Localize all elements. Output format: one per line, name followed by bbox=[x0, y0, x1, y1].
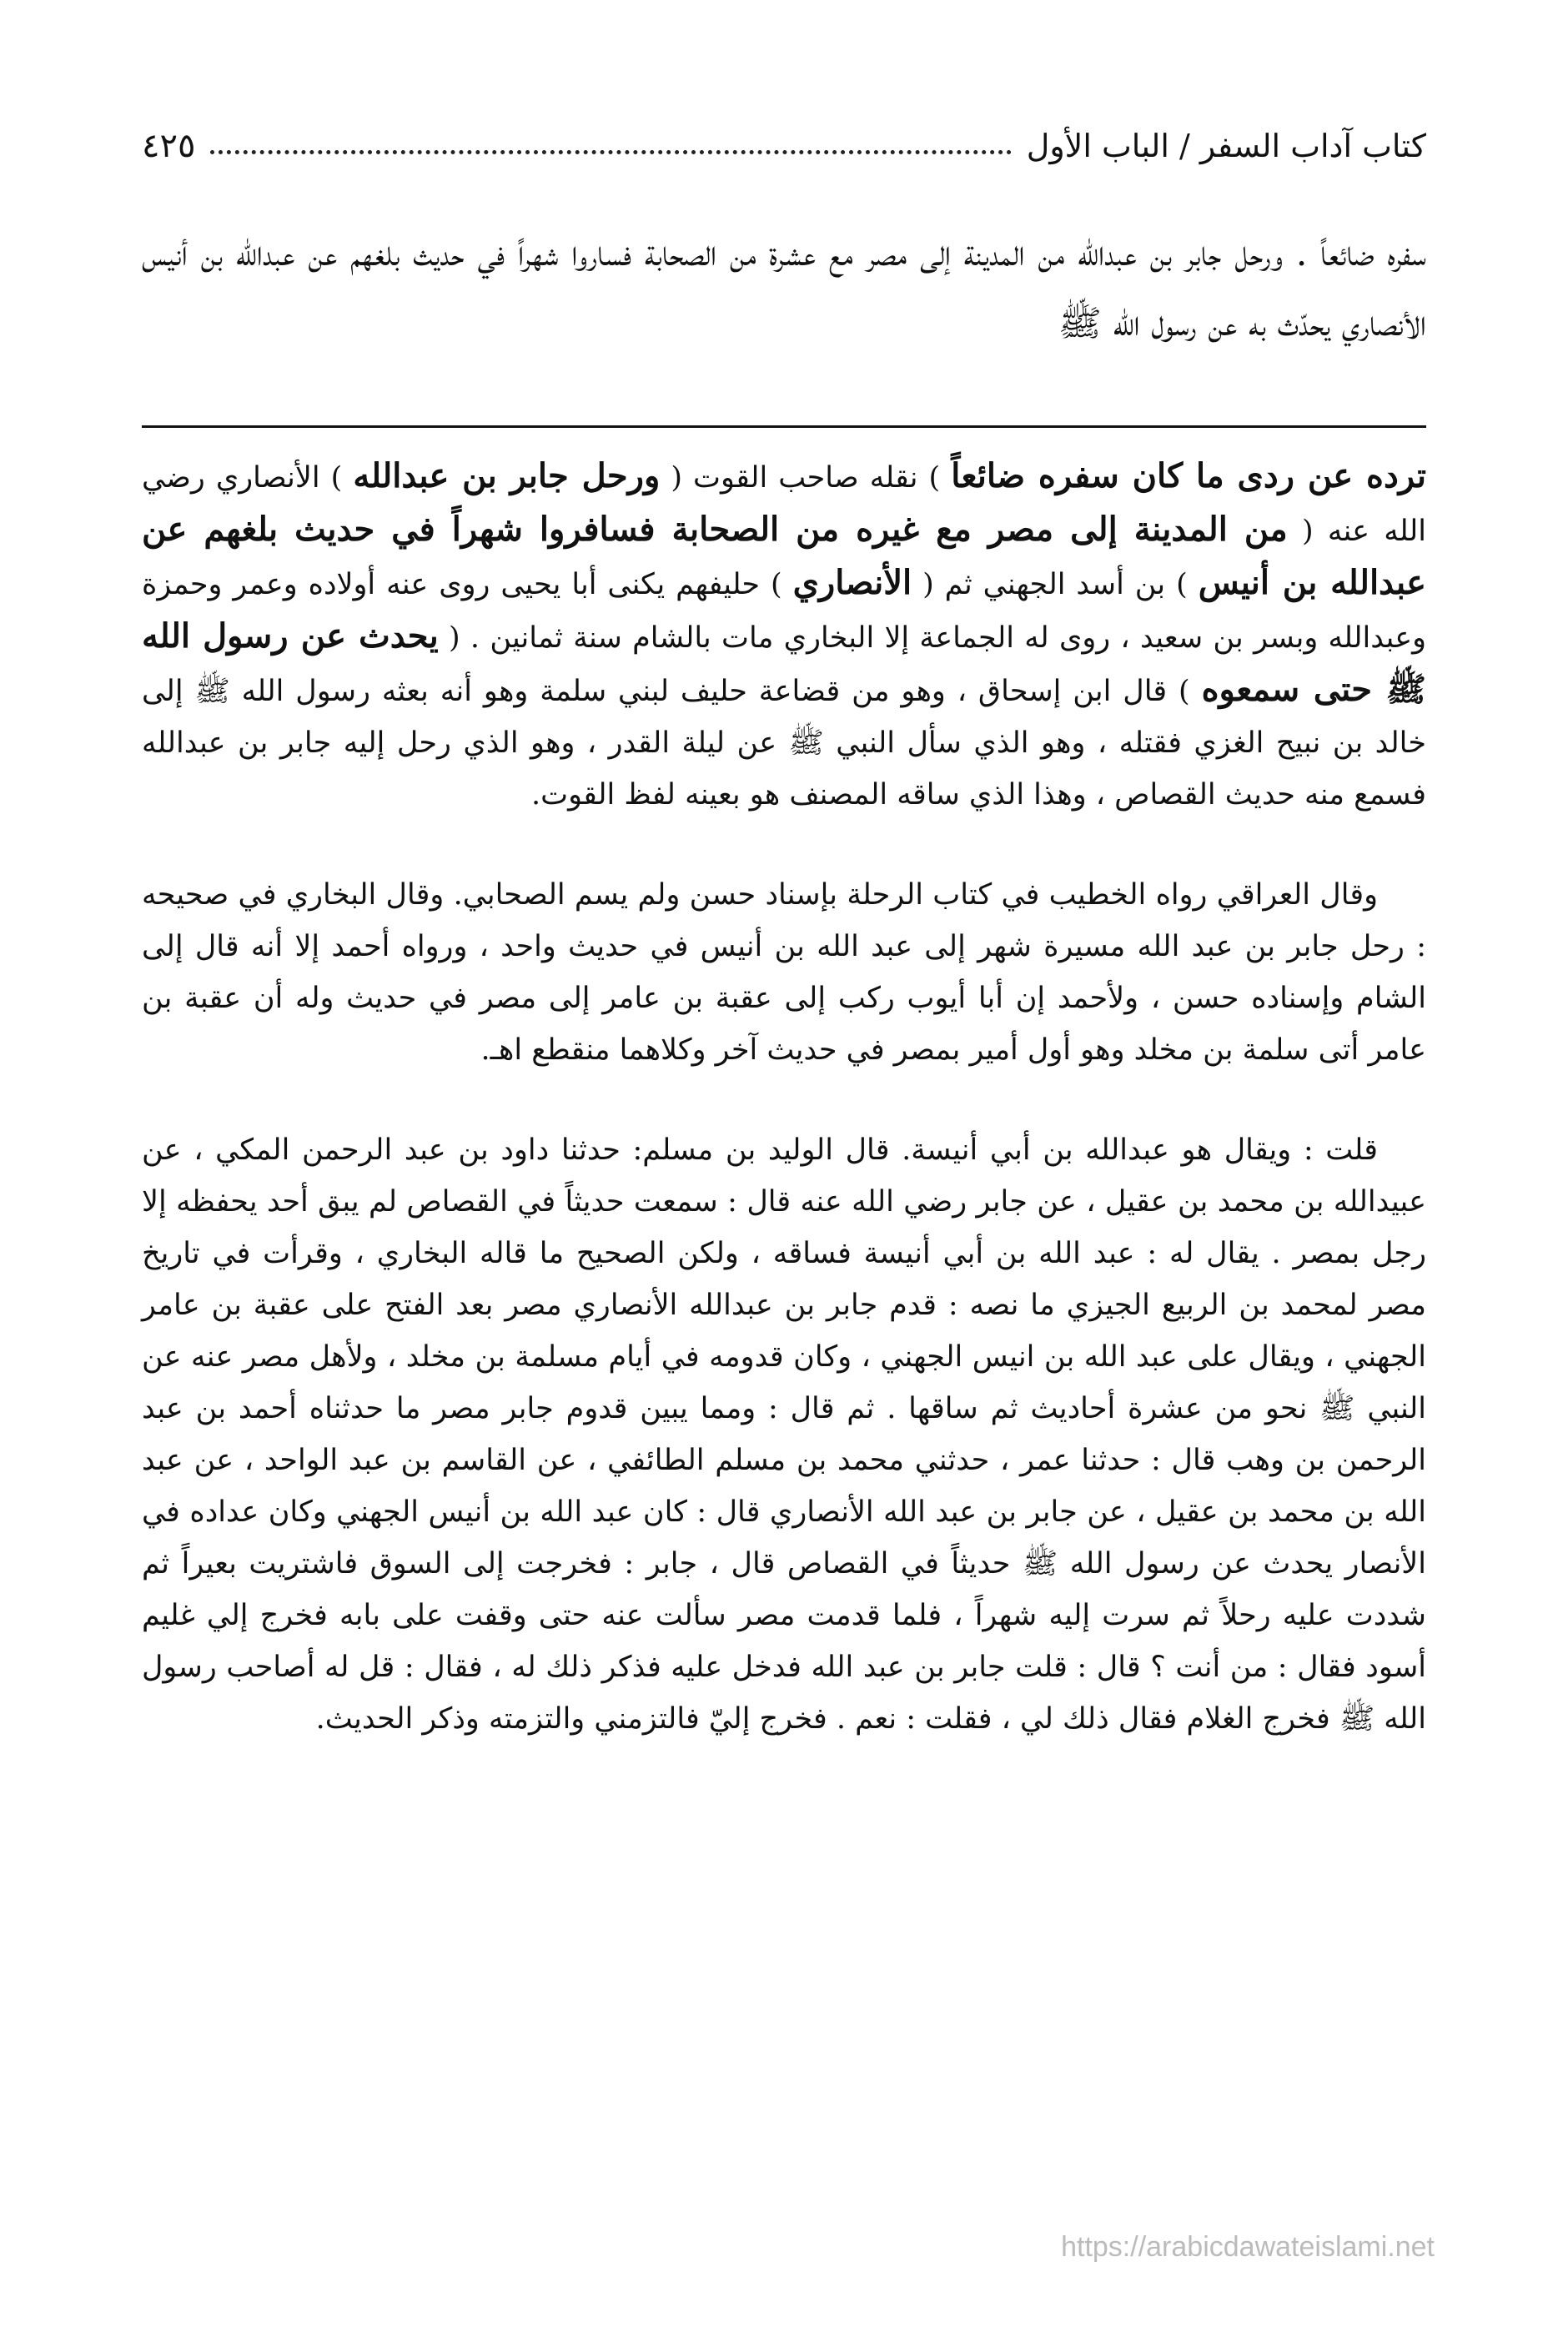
quoted-text-segment: من المدينة إلى مصر مع غيره من الصحابة فسافروا شهراً في حديث بلغهم عن عبدالله بن أنيس bbox=[142, 510, 1426, 602]
commentary-paragraph-1 bbox=[142, 450, 1426, 821]
commentary-paragraph-3: قلت : ويقال هو عبدالله بن أبي أنيسة. قال الوليد بن مسلم: حدثنا داود بن عبد الرحمن المكي ، عن عبيدالله بن محمد بن عقيل ، عن جابر رضي الله عنه قال : سمعت حديثاً في القصاص لم يبق أحد يحفظه إلا رجل بمصر . يقال له : عبد الله بن أبي أنيسة فساقه ، ولكن الصحيح ما قاله البخاري ، وقرأت في تاريخ مصر لمحمد بن الربيع الجيزي ما نصه : قدم جابر بن عبدالله الأنصاري مصر بعد الفتح على عقبة بن عامر الجهني ، ويقال على عبد الله بن انيس الجهني ، وكان قدومه في أيام مسلمة بن مخلد ، ولأهل مصر عنه عن النبي ﷺ نحو من عشرة أحاديث ثم ساقها . ثم قال : ومما يبين قدوم جابر مصر ما حدثناه أحمد بن عبد الرحمن بن وهب قال : حدثنا عمر ، حدثني محمد بن مسلم الطائفي ، عن القاسم بن عبد الواحد ، عن عبد الله بن محمد بن عقيل ، عن جابر بن عبد الله الأنصاري قال : كان عبد الله بن أنيس الجهني وكان عداده في الأنصار يحدث عن رسول الله ﷺ حديثاً في القصاص قال ، جابر : فخرجت إلى السوق فاشتريت بعيراً ثم شددت عليه رحلاً ثم سرت إليه شهراً ، فلما قدمت مصر سألت عنه حتى وقفت على بابه فخرج إلي غليم أسود فقال : من أنت ؟ قال : قلت جابر بن عبد الله فدخل عليه فذكر ذلك له ، فقال : قل له أصاحب رسول الله ﷺ فخرج الغلام فقال ذلك لي ، فقلت : نعم . فخرج إليّ فالتزمني والتزمته وذكر الحديث. bbox=[142, 1133, 1426, 1736]
separator-line bbox=[142, 425, 1426, 428]
page-number: ٤٢٥ bbox=[142, 127, 196, 165]
quoted-text-segment: الأنصاري bbox=[792, 563, 912, 602]
quoted-text-segment: يحدث عن رسول الله ﷺ حتى سمعوه bbox=[142, 616, 1426, 709]
commentary bbox=[142, 450, 1426, 1745]
commentary-paragraph-2: وقال العراقي رواه الخطيب في كتاب الرحلة بإسناد حسن ولم يسم الصحابي. وقال البخاري في صحيحه : رحل جابر بن عبد الله مسيرة شهر إلى عبد الله بن أنيس في حديث واحد ، ورواه أحمد إلا أنه قال إلى الشام وإسناده حسن ، ولأحمد إن أبا أيوب ركب إلى عقبة بن عامر إلى مصر في حديث وله أن عقبة بن عامر أتى سلمة بن مخلد وهو أول أمير بمصر في حديث آخر وكلاهما منقطع اهـ. bbox=[142, 878, 1426, 1067]
quoted-text-segment: ترده عن ردى ما كان سفره ضائعاً bbox=[951, 456, 1426, 495]
watermark-url: https://arabicdawateislami.net bbox=[1061, 2231, 1435, 2263]
commentary-text-segment: ) الأنصاري رضي الله عنه ( bbox=[142, 461, 1427, 548]
commentary-text-segment: ) بن أسد الجهني ثم ( bbox=[912, 568, 1199, 601]
commentary-text-segment: ) قال ابن إسحاق ، وهو من قضاعة حليف لبني سلمة وهو أنه بعثه رسول الله ﷺ إلى خالد بن نبيح الغزي فقتله ، وهو الذي سأل النبي ﷺ عن ليلة القدر ، وهو الذي رحل إليه جابر بن عبدالله فسمع منه حديث القصاص ، وهذا الذي ساقه المصنف هو بعينه لفظ القوت. bbox=[142, 675, 1426, 812]
main-paragraph: سفره ضائعاً . ورحل جابر بن عبدالله من المدينة إلى مصر مع عشرة من الصحابة فساروا شهراً في حديث بلغهم عن عبدالله بن أنيس الأنصاري يحدّث به عن رسول الله ﷺ bbox=[142, 233, 1426, 344]
commentary-text-segment: ) نقله صاحب القوت ( bbox=[660, 461, 952, 495]
page-header bbox=[142, 117, 1426, 175]
quoted-text-segment: ورحل جابر بن عبدالله bbox=[353, 456, 661, 495]
main-text bbox=[142, 219, 1426, 359]
running-title: كتاب آداب السفر / الباب الأول bbox=[1026, 128, 1426, 164]
leader-dots bbox=[210, 150, 1011, 154]
commentary-text-segment: ) حليفهم يكنى أبا يحيى روى عنه أولاده وعمر وحمزة وعبدالله وبسر بن سعيد ، روى له الجماعة إلا البخاري مات بالشام سنة ثمانين . ( bbox=[142, 568, 1426, 655]
